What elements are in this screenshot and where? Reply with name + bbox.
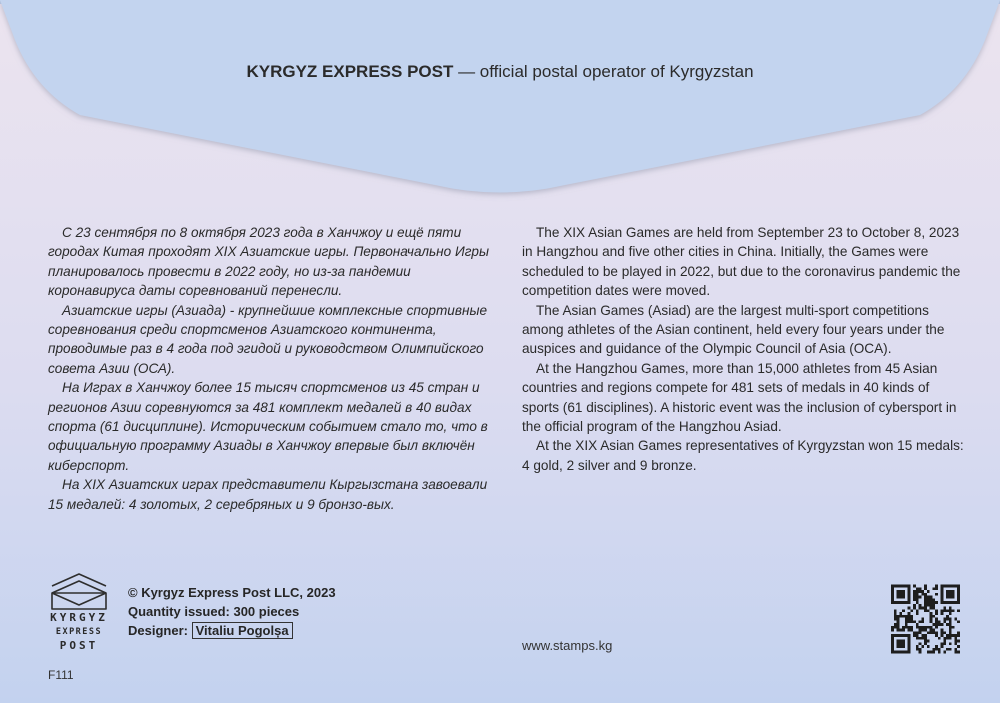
en-paragraph: The Asian Games (Asiad) are the largest multi-sport competitions among athletes of the Asian continent, held every four years under the auspices and guidance of the Olympic Council of Asia (OCA).	[522, 302, 945, 357]
russian-text-column	[48, 223, 493, 514]
logo-line-express: EXPRESS	[55, 627, 103, 637]
quantity-line: Quantity issued: 300 pieces	[128, 604, 300, 619]
ru-paragraph: С 23 сентября по 8 октября 2023 года в Ханчжоу и ещё пяти городах Китая проходят XIX Азиатские игры. Первоначально Игры планировалось провести в 2022 году, но из-за пандемии коронавируса даты соревнований перенесли.	[48, 225, 489, 299]
logo-line-kyrgyz: KYRGYZ	[50, 611, 108, 624]
ru-paragraph: На XIX Азиатских играх представители Кыргызстана завоевали 15 медалей: 4 золотых, 2 серебряных и 9 бронзо-вых.	[48, 477, 488, 512]
english-text-column	[522, 223, 967, 475]
en-paragraph: At the Hangzhou Games, more than 15,000 athletes from 45 Asian countries and regions compete for 481 sets of medals in 40 kinds of sports (61 disciplines). A historic event was the inclusion of cybersport in the official program of the Hangzhou Asiad.	[522, 360, 957, 435]
brand-tagline: — official postal operator of Kyrgyzstan	[453, 62, 754, 81]
brand-name: KYRGYZ EXPRESS POST	[246, 62, 454, 81]
designer-name: Vitaliu Pogolșa	[192, 622, 293, 639]
logo-line-post: POST	[59, 639, 99, 652]
credits-block	[128, 583, 336, 640]
qr-code-icon	[891, 584, 960, 654]
en-paragraph: The XIX Asian Games are held from September 23 to October 8, 2023 in Hangzhou and five other cities in China. Initially, the Games were scheduled to be played in 2022, but due to the coronavirus pandemic the competition dates were moved.	[522, 225, 961, 299]
designer-line	[128, 621, 336, 640]
website-link[interactable]: www.stamps.kg	[522, 638, 613, 653]
ru-paragraph: На Играх в Ханчжоу более 15 тысяч спортсменов из 45 стран и регионов Азии соревнуются за 481 комплект медалей в 40 видах спорта (61 дисциплине). Историческим событием стало то, что в официальную программу Азиады в Ханчжоу впервые был включён киберспорт.	[48, 380, 488, 473]
company-logo	[48, 611, 110, 653]
product-code: F111	[48, 668, 74, 682]
copyright-line: © Kyrgyz Express Post LLC, 2023	[128, 585, 336, 600]
designer-label: Designer:	[128, 623, 188, 638]
page-header	[0, 62, 1000, 82]
en-paragraph: At the XIX Asian Games representatives of Kyrgyzstan won 15 medals: 4 gold, 2 silver and 9 bronze.	[522, 438, 964, 473]
ru-paragraph: Азиатские игры (Азиада) - крупнейшие комплексные спортивные соревнования среди спортсменов Азиатского континента, проводимые раз в 4 года под эгидой и руководством Олимпийского совета Азии (ОСА).	[48, 302, 488, 376]
